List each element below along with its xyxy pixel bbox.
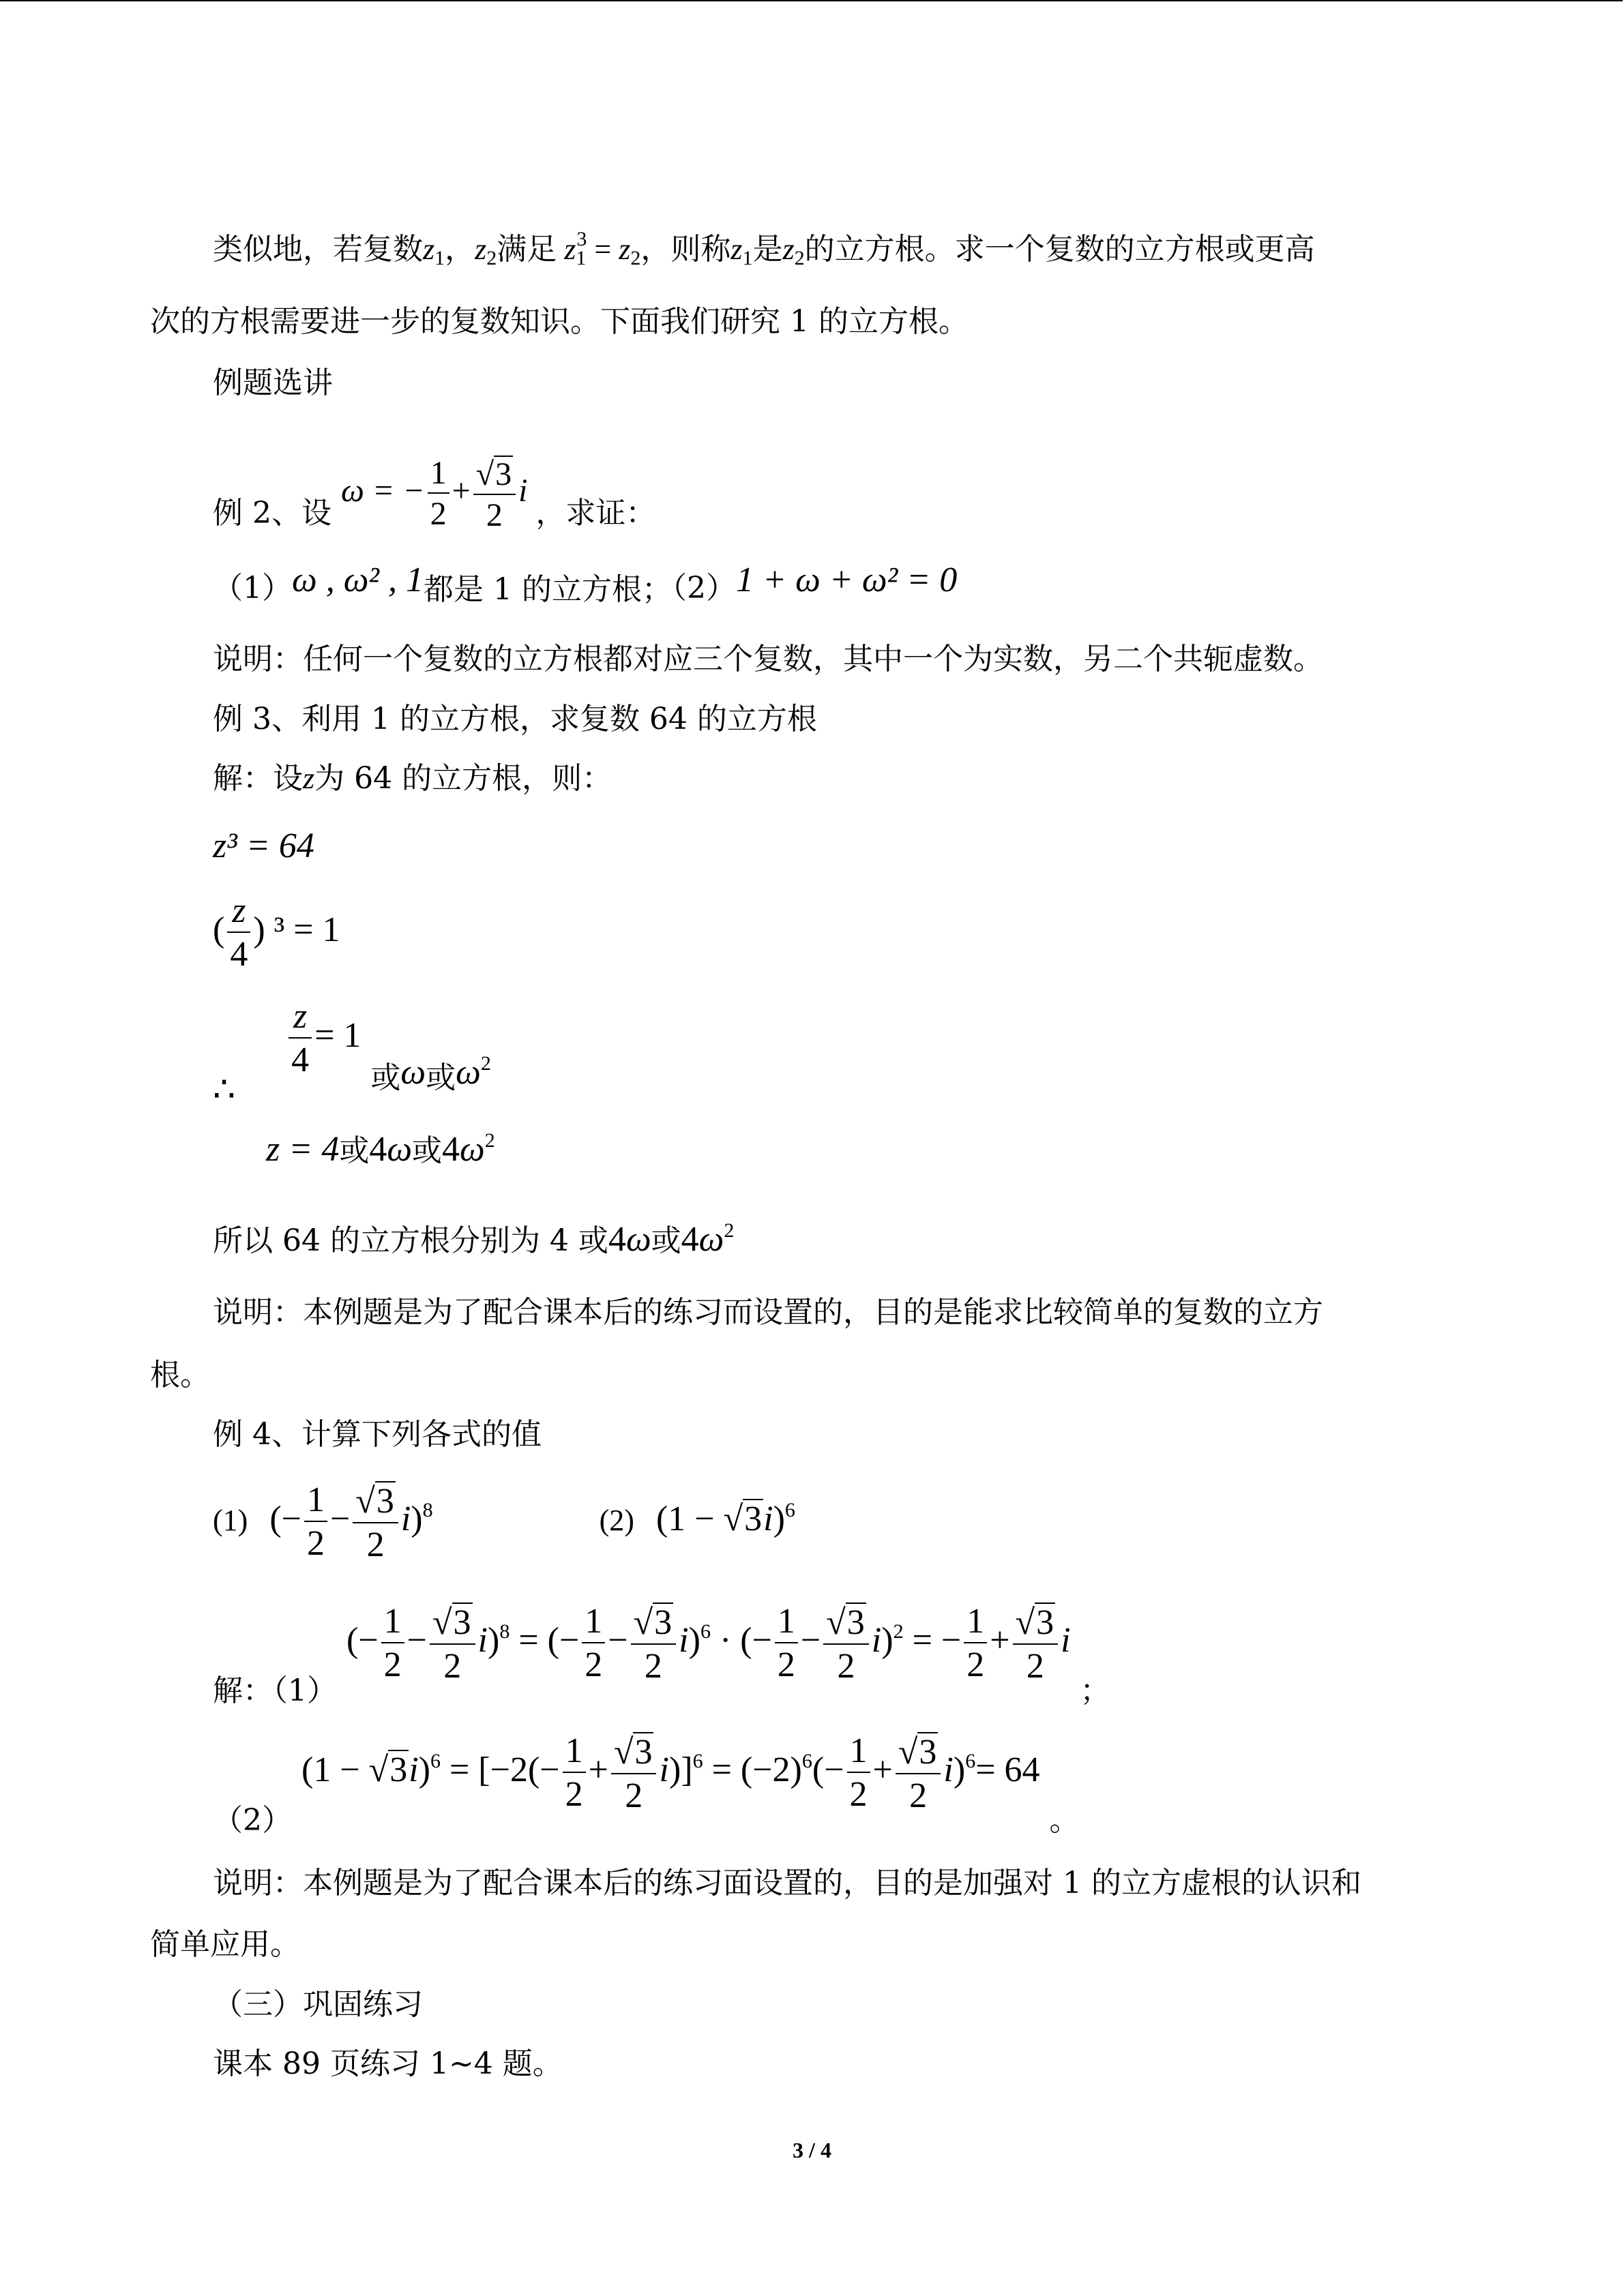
part-2-expr: 1 + ω + ω² = 0	[736, 561, 958, 599]
para1-text-f: 的立方根。求一个复数的立方根或更高	[804, 232, 1315, 267]
omega-definition: ω = − $\frac{1}{2}$ + $\frac{√3}{2}$ i	[340, 455, 528, 533]
ex4-part2-label: (2)	[599, 1503, 634, 1537]
ex4-sol1-expr: (− $\frac{1}{2}$ − $\frac{√3}{2}$ i)$^8$ = (− $\frac{1}{2}$ − $\frac{√3}{2}$ i)$^6$ · (− $\frac{1}{2}$ − $\frac{√3}{2}$ i)$^2$ = − $\frac{1}{2}$ + $\frac{√3}{2}$ i	[346, 1602, 1071, 1686]
math-z1-b: $z_1$	[730, 233, 753, 269]
para1-text-a: 类似地，若复数	[213, 232, 423, 267]
example-2-parts	[213, 561, 958, 607]
eq-z-over-4-cubed: ( $\frac{z}{4}$ ) ³ = 1	[213, 891, 340, 974]
section-three: （三）巩固练习	[213, 1987, 423, 2022]
ex4-sol1-label: 解：（1）	[213, 1673, 337, 1708]
eq-z-cubed: z³ = 64	[213, 826, 314, 865]
page-top-border	[0, 0, 1623, 1]
para1-line2: 次的方根需要进一步的复数知识。下面我们研究 1 的立方根。	[150, 304, 969, 339]
math-z1: $z_1$	[423, 233, 445, 269]
ex4-sol2-label: （2）	[213, 1802, 292, 1838]
ex4-part2-expr: $(1 - √3i)^6$	[655, 1498, 795, 1538]
example-4-parts	[213, 1481, 795, 1563]
example-3-title: 例 3、利用 1 的立方根，求复数 64 的立方根	[213, 702, 817, 736]
ex4-sol2-expr: $(1 - √3i)^6 = [-2(-$ $\frac{1}{2}$ + $\frac{√3}{2}$ $i)]^6 = (-2)^6(-$ $\frac{1}{2}$ + $\frac{√3}{2}$ i)$^6$= 64	[301, 1731, 1040, 1815]
math-z2: $z_2$	[475, 233, 497, 269]
para1-text-e: 是	[752, 232, 783, 267]
ex4-part1-label: (1)	[213, 1503, 248, 1537]
therefore-line: ∴ $\frac{z}{4}$ = 1 或ω或$\omega^2$	[213, 997, 491, 1110]
part-1-label: （1）	[213, 571, 292, 606]
math-z2-b: $z_2$	[782, 233, 805, 269]
result-line: 所以 64 的立方根分别为 4 或4ω或$4\omega^2$	[213, 1219, 735, 1259]
note-1: 说明：任何一个复数的立方根都对应三个复数，其中一个为实数，另二个共轭虚数。	[213, 642, 1323, 676]
note-2-line2: 根。	[150, 1358, 210, 1392]
example-4-solution-1: 解：（1） (− $\frac{1}{2}$ − $\frac{√3}{2}$ i)$^8$ = (− $\frac{1}{2}$ − $\frac{√3}{2}$ i)$^6$ · (− $\frac{1}{2}$ − $\frac{√3}{2}$ i)$^2$ = − $\frac{1}{2}$ + $\frac{√3}{2}$ i ；	[213, 1602, 1110, 1708]
ex4-part1-expr: (− $\frac{1}{2}$ − $\frac{√3}{2}$ i)$^8$	[269, 1480, 433, 1564]
para1-text-c: 满足	[497, 232, 557, 267]
para1-text-d: ，则称	[640, 232, 731, 267]
example-3-solution-line: 解：设z为 64 的立方根，则：	[213, 761, 612, 796]
section-examples: 例题选讲	[213, 366, 333, 400]
para1-line1	[213, 229, 1315, 269]
page-number: 3 / 4	[793, 2138, 831, 2162]
note-3-line2: 简单应用。	[150, 1927, 300, 1962]
note-2-line1: 说明：本例题是为了配合课本后的练习而设置的，目的是能求比较简单的复数的立方	[213, 1295, 1323, 1330]
exercise-line: 课本 89 页练习 1~4 题。	[213, 2046, 563, 2081]
example-2-tail: ，求证：	[535, 496, 656, 531]
part-1-expr: ω , ω² , 1	[292, 561, 424, 599]
example-4-title: 例 4、计算下列各式的值	[213, 1417, 542, 1452]
example-4-solution-2: （2） $(1 - √3i)^6 = [-2(-$ $\frac{1}{2}$ + $\frac{√3}{2}$ $i)]^6 = (-2)^6(-$ $\frac{1}{2}$ + $\frac{√3}{2}$ i)$^6$= 64 。	[213, 1731, 1080, 1838]
math-z1-cubed-eq-z2: $z_1^3 = z_2$	[557, 228, 641, 269]
z-values-line: z = 4或4ω或$4\omega^2$	[266, 1129, 495, 1169]
part-1-text: 都是 1 的立方根；	[424, 572, 672, 607]
example-2-label: 例 2、设	[213, 496, 331, 531]
example-2-line	[213, 423, 656, 533]
therefore-symbol: ∴	[213, 1069, 236, 1110]
part-2-label: （2）	[672, 571, 736, 606]
note-3-line1: 说明：本例题是为了配合课本后的练习面设置的，目的是加强对 1 的立方虚根的认识和	[213, 1866, 1361, 1900]
para1-comma: ，	[445, 232, 475, 267]
